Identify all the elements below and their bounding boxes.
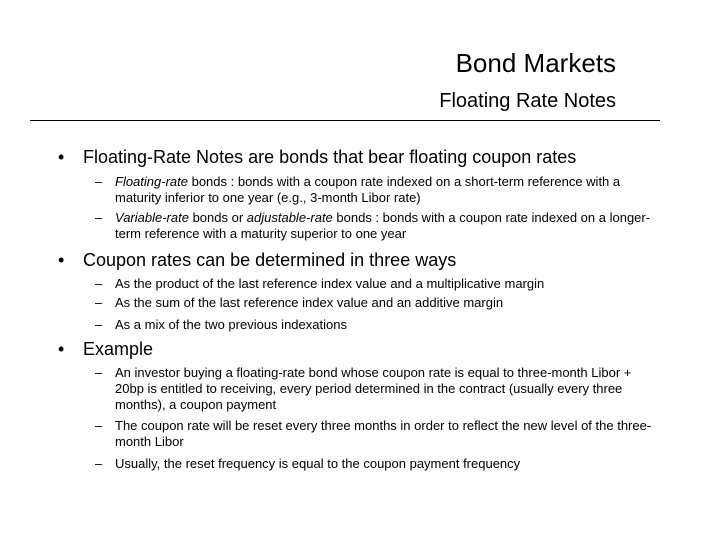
dash-marker: – (95, 456, 103, 471)
dash-marker: – (95, 276, 103, 291)
dash-marker: – (95, 210, 103, 225)
sub-item-text: As the sum of the last reference index value and an additive margin (115, 295, 504, 310)
sub-item-body: bonds : bonds with a coupon rate indexed on a short-term reference with a maturity inferior to one year (e.g., 3-month Libor rate) (115, 174, 621, 205)
dash-marker: – (95, 418, 103, 433)
sub-item-text (115, 210, 660, 242)
sub-item-body: bonds : bonds with a coupon rate indexed on a longer-term reference with a maturity superior to one year (115, 210, 651, 241)
dash-marker: – (95, 295, 103, 310)
sub-item-text: An investor buying a floating-rate bond whose coupon rate is equal to three-month Libor + 20bp is entitled to receiving, every period determined in the contract (usually every three months), a coupon payment (115, 365, 632, 412)
bullet-marker: • (58, 250, 65, 270)
dash-marker: – (95, 365, 103, 380)
dash-marker: – (95, 174, 103, 189)
term-variable-rate: Variable-rate (115, 210, 189, 225)
slide-title: Bond Markets (455, 48, 616, 78)
term-floating-rate: Floating-rate (115, 174, 188, 189)
sub-item-text: As the product of the last reference index value and a multiplicative margin (115, 276, 545, 291)
bullet-marker: • (58, 339, 65, 359)
bullet-marker: • (58, 147, 65, 167)
bullet-text: Example (83, 339, 154, 359)
sub-item-text: The coupon rate will be reset every three months in order to reflect the new level of the three-month Libor (115, 418, 652, 449)
sub-item-text: Usually, the reset frequency is equal to the coupon payment frequency (115, 456, 521, 471)
bullet-text: Coupon rates can be determined in three ways (83, 250, 457, 270)
slide-subtitle: Floating Rate Notes (439, 90, 616, 112)
sub-item-connector: bonds or (188, 210, 247, 225)
sub-item-text: As a mix of the two previous indexations (115, 317, 347, 332)
bullet-text: Floating-Rate Notes are bonds that bear floating coupon rates (83, 147, 577, 167)
title-divider (30, 120, 660, 121)
sub-item-text (115, 174, 660, 206)
term-adjustable-rate: adjustable-rate (246, 210, 333, 225)
dash-marker: – (95, 317, 103, 332)
